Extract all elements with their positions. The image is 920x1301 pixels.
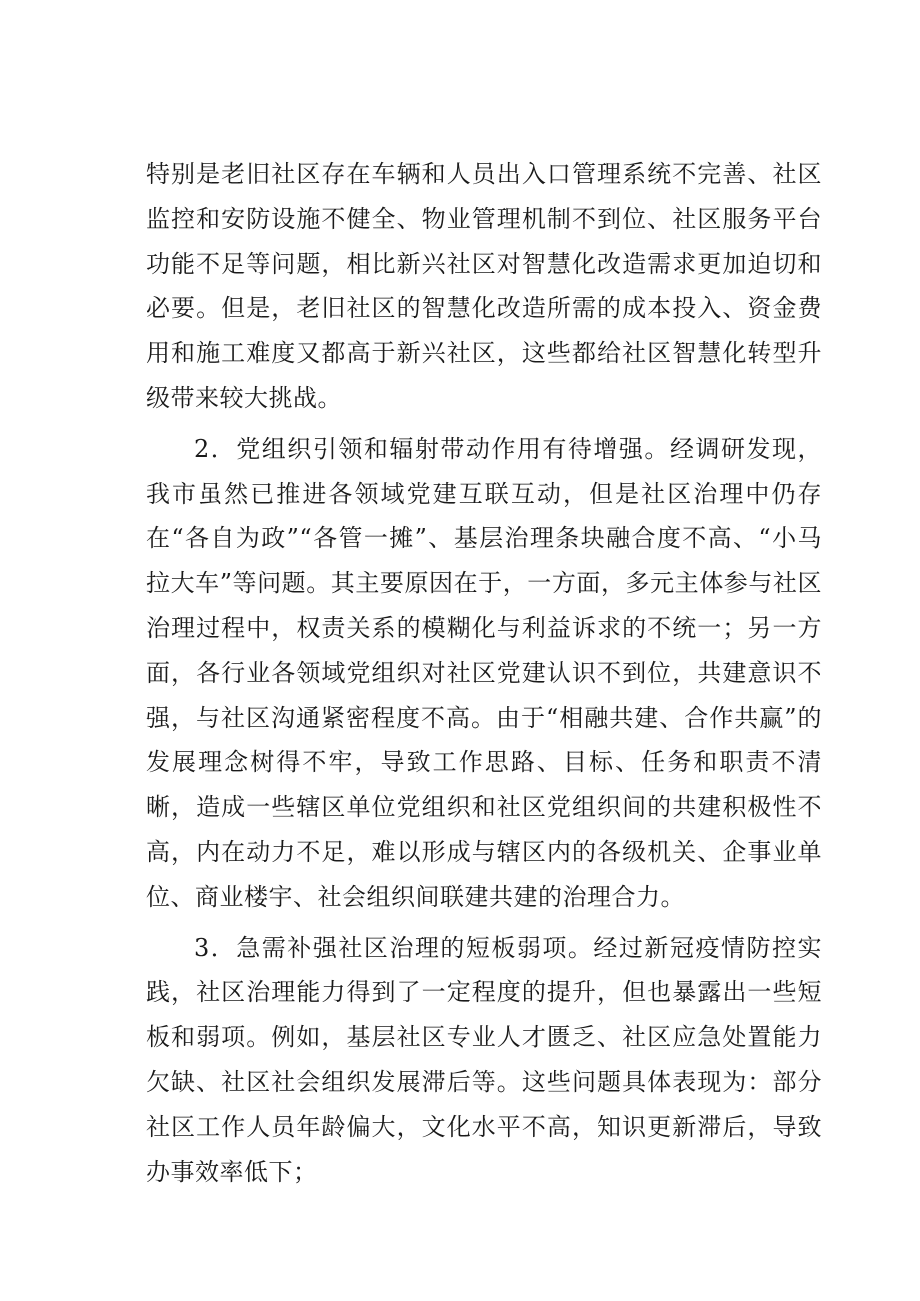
paragraph-continuation: 特别是老旧社区存在车辆和人员出入口管理系统不完善、社区监控和安防设施不健全、物业管理机制不到位、社区服务平台功能不足等问题，相比新兴社区对智慧化改造需求更加迫切和必要。但是，老旧社区的智慧化改造所需的成本投入、资金费用和施工难度又都高于新兴社区，这些都给社区智慧化转型升级带来较大挑战。 (146, 160, 822, 412)
paragraph-section-3: 3．急需补强社区治理的短板弱项。经过新冠疫情防控实践，社区治理能力得到了一定程度的提升，但也暴露出一些短板和弱项。例如，基层社区专业人才匮乏、社区应急处置能力欠缺、社区社会组织发展滞后等。这些问题具体表现为：部分社区工作人员年龄偏大，文化水平不高，知识更新滞后，导致办事效率低下； (146, 933, 822, 1186)
paragraph-section-2: 2．党组织引领和辐射带动作用有待增强。经调研发现，我市虽然已推进各领域党建互联互动，但是社区治理中仍存在“各自为政”“各管一摊”、基层治理条块融合度不高、“小马拉大车”等问题。其主要原因在于，一方面，多元主体参与社区治理过程中，权责关系的模糊化与利益诉求的不统一；另一方面，各行业各领域党组织对社区党建认识不到位，共建意识不强，与社区沟通紧密程度不高。由于“相融共建、合作共赢”的发展理念树得不牢，导致工作思路、目标、任务和职责不清晰，造成一些辖区单位党组织和社区党组织间的共建积极性不高，内在动力不足，难以形成与辖区内的各级机关、企事业单位、商业楼宇、社会组织间联建共建的治理合力。 (146, 434, 822, 911)
document-body (146, 152, 822, 1194)
